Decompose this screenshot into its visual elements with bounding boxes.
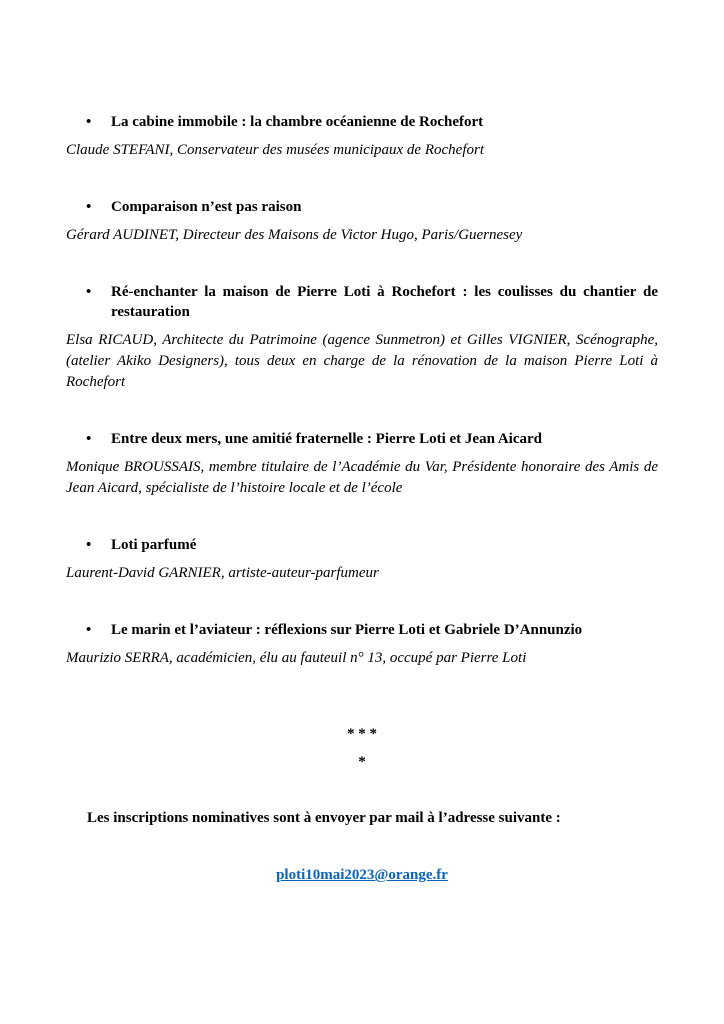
session-item (66, 535, 658, 584)
email-link[interactable]: ploti10mai2023@orange.fr (276, 867, 448, 883)
session-title (66, 535, 658, 555)
session-speaker: Elsa RICAUD, Architecte du Patrimoine (agence Sunmetron) et Gilles VIGNIER, Scénographe, (atelier Akiko Designers), tous deux en charge de la rénovation de la maison Pierre Loti à Rochefort (66, 332, 658, 390)
session-title-text: Comparaison n’est pas raison (111, 199, 302, 215)
registration-instruction: Les inscriptions nominatives sont à envoyer par mail à l’adresse suivante : (87, 810, 561, 826)
session-title-text: Loti parfumé (111, 537, 197, 553)
session-title (66, 429, 658, 449)
bullet-icon: • (86, 431, 92, 447)
session-title (66, 620, 658, 640)
session-speaker: Claude STEFANI, Conservateur des musées municipaux de Rochefort (66, 142, 484, 158)
session-speaker: Monique BROUSSAIS, membre titulaire de l’Académie du Var, Présidente honoraire des Amis de Jean Aicard, spécialiste de l’histoire locale et de l’école (66, 459, 658, 496)
bullet-icon: • (86, 199, 92, 215)
session-title-text: Le marin et l’aviateur : réflexions sur Pierre Loti et Gabriele D’Annunzio (111, 622, 583, 638)
session-item (66, 112, 658, 161)
session-title-text: Ré-enchanter la maison de Pierre Loti à Rochefort : les coulisses du chantier de restauration (111, 284, 658, 320)
session-item (66, 197, 658, 246)
session-item (66, 282, 658, 393)
session-speaker: Maurizio SERRA, académicien, élu au fauteuil n° 13, occupé par Pierre Loti (66, 650, 527, 666)
bullet-icon: • (86, 114, 92, 130)
session-title (66, 282, 658, 322)
session-speaker: Gérard AUDINET, Directeur des Maisons de Victor Hugo, Paris/Guernesey (66, 227, 523, 243)
bullet-icon: • (86, 622, 92, 638)
session-title-text: Entre deux mers, une amitié fraternelle : Pierre Loti et Jean Aicard (111, 431, 542, 447)
separator-single-star: * (358, 754, 366, 770)
session-item (66, 620, 658, 669)
email-row (66, 865, 658, 886)
session-item (66, 429, 658, 499)
section-separator (66, 724, 658, 772)
separator-stars-row: * * * (347, 726, 377, 742)
session-title (66, 112, 658, 132)
bullet-icon: • (86, 537, 92, 553)
session-title (66, 197, 658, 217)
bullet-icon: • (86, 284, 92, 300)
session-speaker: Laurent-David GARNIER, artiste-auteur-parfumeur (66, 565, 379, 581)
session-title-text: La cabine immobile : la chambre océanienne de Rochefort (111, 114, 484, 130)
